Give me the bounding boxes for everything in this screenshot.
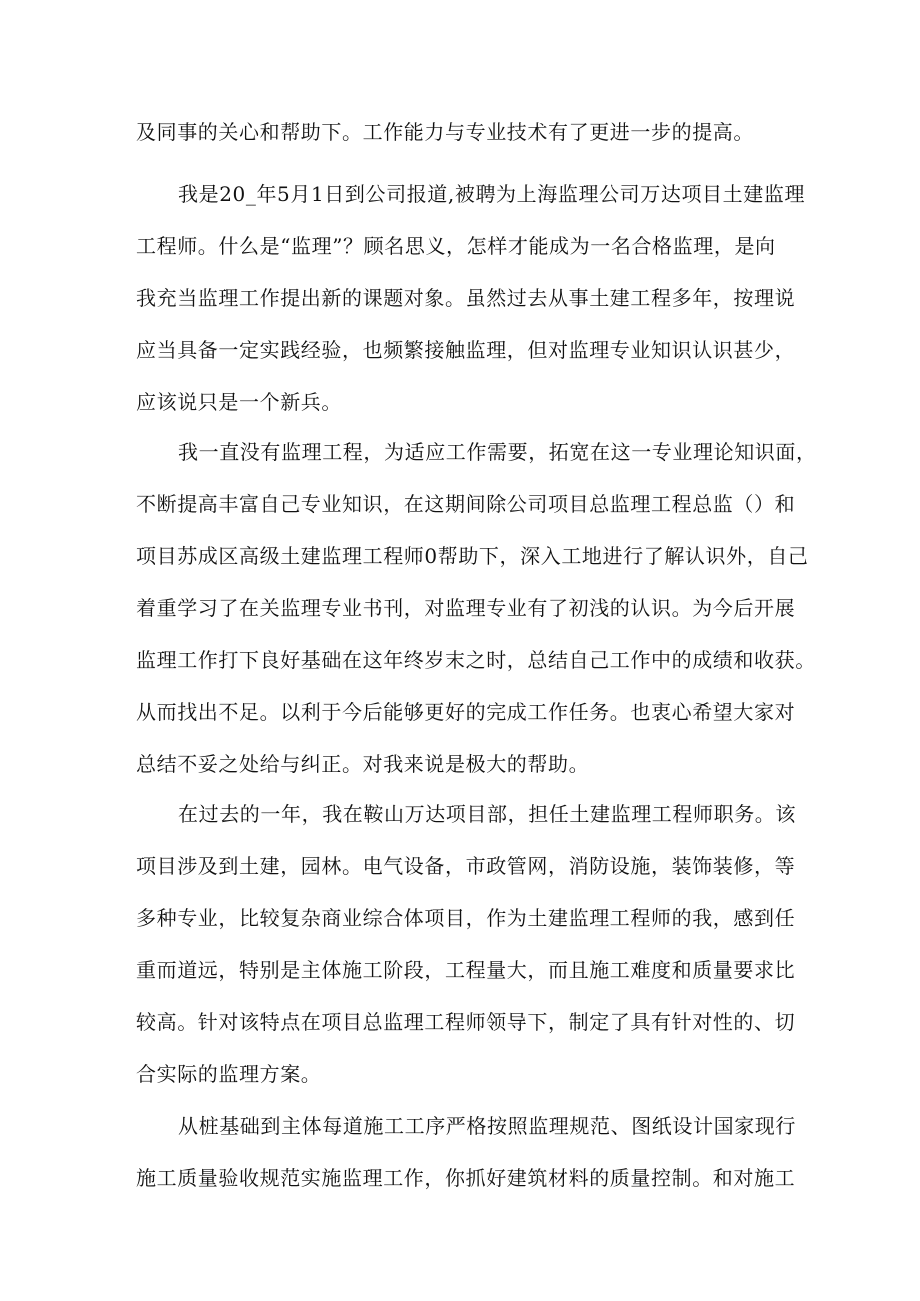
paragraph-line: 从桩基础到主体每道施工工序严格按照监理规范、图纸设计国家现行 [178,1114,796,1138]
paragraph-line: 从而找出不足。以利于今后能够更好的完成工作任务。也衷心希望大家对 [136,700,796,724]
paragraph-line: 应该说只是一个新兵。 [136,390,342,414]
paragraph-line: 总结不妥之处给与纠正。对我来说是极大的帮助。 [136,752,590,776]
paragraph-line: 施工质量验收规范实施监理工作，你抓好建筑材料的质量控制。和对施工 [136,1166,796,1190]
paragraph-line: 项目涉及到土建，园林。电气设备，市政管网，消防设施，装饰装修，等 [136,854,796,878]
paragraph-line: 在过去的一年，我在鞍山万达项目部，担任土建监理工程师职务。该 [178,802,796,826]
paragraph-line: 监理工作打下良好基础在这年终岁末之时，总结自己工作中的成绩和收获。 [136,648,816,672]
paragraph-line: 及同事的关心和帮助下。工作能力与专业技术有了更进一步的提高。 [136,120,754,144]
paragraph-line: 合实际的监理方案。 [136,1062,322,1086]
paragraph-line: 应当具备一定实践经验，也频繁接触监理，但对监理专业知识认识甚少， [136,338,796,362]
paragraph-line: 多种专业，比较复杂商业综合体项目，作为土建监理工程师的我，感到任 [136,906,796,930]
paragraph-line: 我充当监理工作提出新的课题对象。虽然过去从事土建工程多年，按理说 [136,286,796,310]
paragraph-line: 我一直没有监理工程，为适应工作需要，拓宽在这一专业理论知识面， [178,440,817,464]
paragraph-line: 着重学习了在关监理专业书刊，对监理专业有了初浅的认识。为今后开展 [136,596,796,620]
paragraph-line: 较高。针对该特点在项目总监理工程师领导下，制定了具有针对性的、切 [136,1010,796,1034]
paragraph-line: 项目苏成区高级土建监理工程师0帮助下，深入工地进行了解认识外，自己 [136,544,809,568]
paragraph-line: 我是20_年5月1日到公司报道,被聘为上海监理公司万达项目土建监理 [178,182,806,206]
paragraph-line: 不断提高丰富自己专业知识，在这期间除公司项目总监理工程总监（）和 [136,492,796,516]
paragraph-line: 工程师。什么是“监理”？顾名思义，怎样才能成为一名合格监理，是向 [136,234,776,258]
paragraph-line: 重而道远，特别是主体施工阶段，工程量大，而且施工难度和质量要求比 [136,958,796,982]
